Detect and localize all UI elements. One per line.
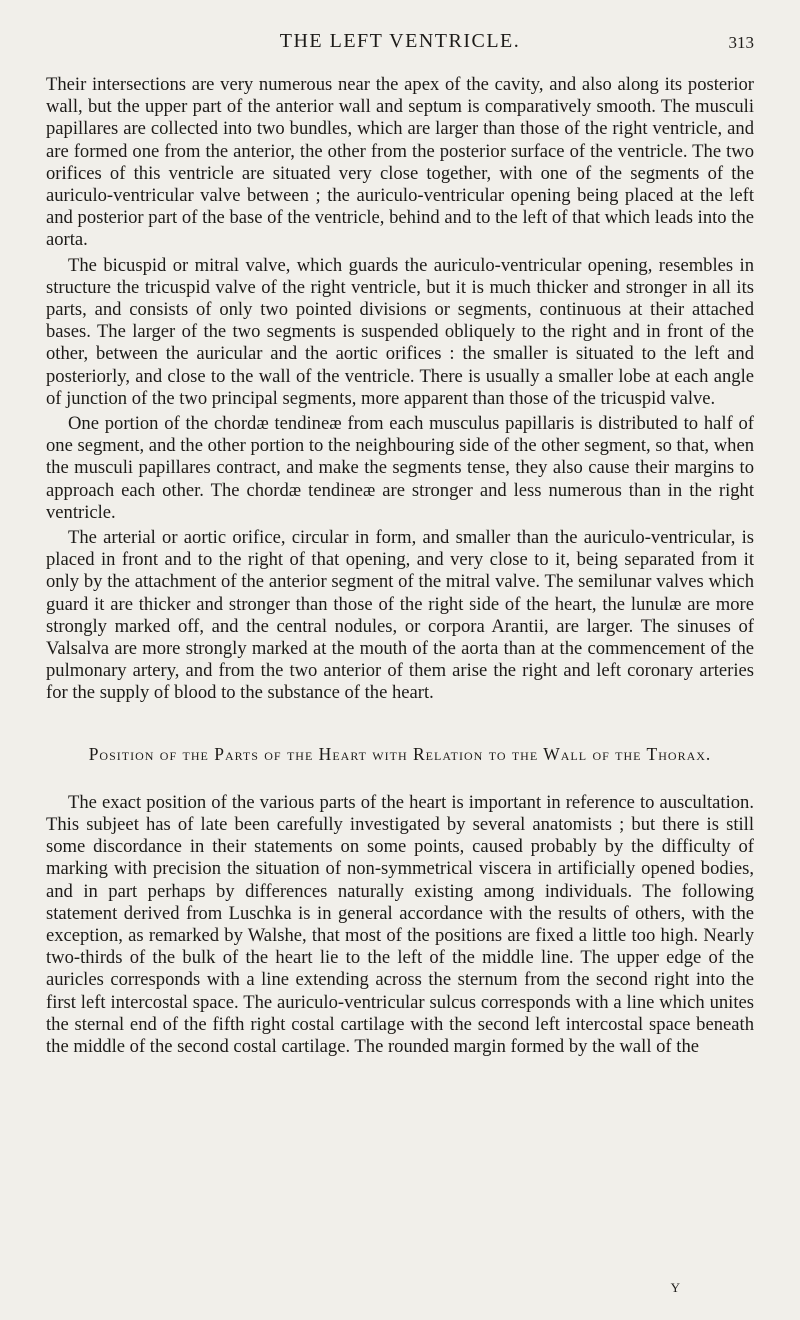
paragraph-4: The arterial or aortic orifice, circular in form, and smaller than the auriculo-ventricular, is placed in front and to the right of that opening, and very close to it, being separated from it only by the attachment of the anterior segment of the mitral valve. The semilunar valves which guard it are thicker and stronger than those of the right side of the heart, the lunulæ are more strongly marked off, and the central nodules, or corpora Arantii, are larger. The sinuses of Valsalva are more strongly marked at the mouth of the aorta than at the commencement of the pulmonary artery, and from the two anterior of them arise the right and left coronary arteries for the supply of blood to the substance of the heart. — [46, 527, 754, 704]
section-heading: Position of the Parts of the Heart with Relation to the Wall of the Thorax. — [88, 743, 712, 764]
paragraph-5: The exact position of the various parts of the heart is important in reference to auscultation. This subjeet has of late been carefully investigated by several anatomists ; but there is still some discordance in their statements on some points, caused probably by the difficulty of marking with precision the situation of non-symmetrical viscera in artificially opened bodies, and in part perhaps by differences naturally existing among individuals. The following statement derived from Luschka is in general accordance with the results of others, with the exception, as remarked by Walshe, that most of the positions are fixed a little too high. Nearly two-thirds of the bulk of the heart lie to the left of the middle line. The upper edge of the auricles corresponds with a line extending across the sternum from the second right into the first left intercostal space. The auriculo-ventricular sulcus corresponds with a line which unites the sternal end of the fifth right costal cartilage with the second left intercostal space beneath the middle of the second costal cartilage. The rounded margin formed by the wall of the — [46, 791, 754, 1057]
paragraph-3: One portion of the chordæ tendineæ from each musculus papillaris is distributed to half of one segment, and the other portion to the neighbouring side of the other segment, so that, when the musculi papillares contract, and make the segments tense, they also cause their margins to approach each other. The chordæ tendineæ are stronger and less numerous than in the right ventricle. — [46, 413, 754, 523]
running-title: THE LEFT VENTRICLE. — [279, 30, 521, 52]
page-header — [46, 30, 754, 58]
paragraph-1: Their intersections are very numerous near the apex of the cavity, and also along its posterior wall, but the upper part of the anterior wall and septum is comparatively smooth. The musculi papillares are collected into two bundles, which are larger than those of the right ventricle, and are formed one from the anterior, the other from the posterior surface of the ventricle. The two orifices of this ventricle are situated very close together, with one of the segments of the auriculo-ventricular valve between ; the auriculo-ventricular opening being placed at the left and posterior part of the base of the ventricle, behind and to the left of that which leads into the aorta. — [46, 74, 754, 251]
body-text — [46, 74, 754, 1061]
paragraph-2: The bicuspid or mitral valve, which guards the auriculo-ventricular opening, resembles in structure the tricuspid valve of the right ventricle, but it is much thicker and stronger in all its parts, and consists of only two pointed divisions or segments, continuous at their attached bases. The larger of the two segments is suspended obliquely to the right and in front of the other, between the auricular and the aortic orifices : the smaller is situated to the left and posteriorly, and close to the wall of the ventricle. There is usually a smaller lobe at each angle of junction of the two principal segments, more apparent than those of the tricuspid valve. — [46, 254, 754, 409]
signature-mark: Y — [670, 1280, 680, 1295]
page-number: 313 — [728, 33, 754, 52]
